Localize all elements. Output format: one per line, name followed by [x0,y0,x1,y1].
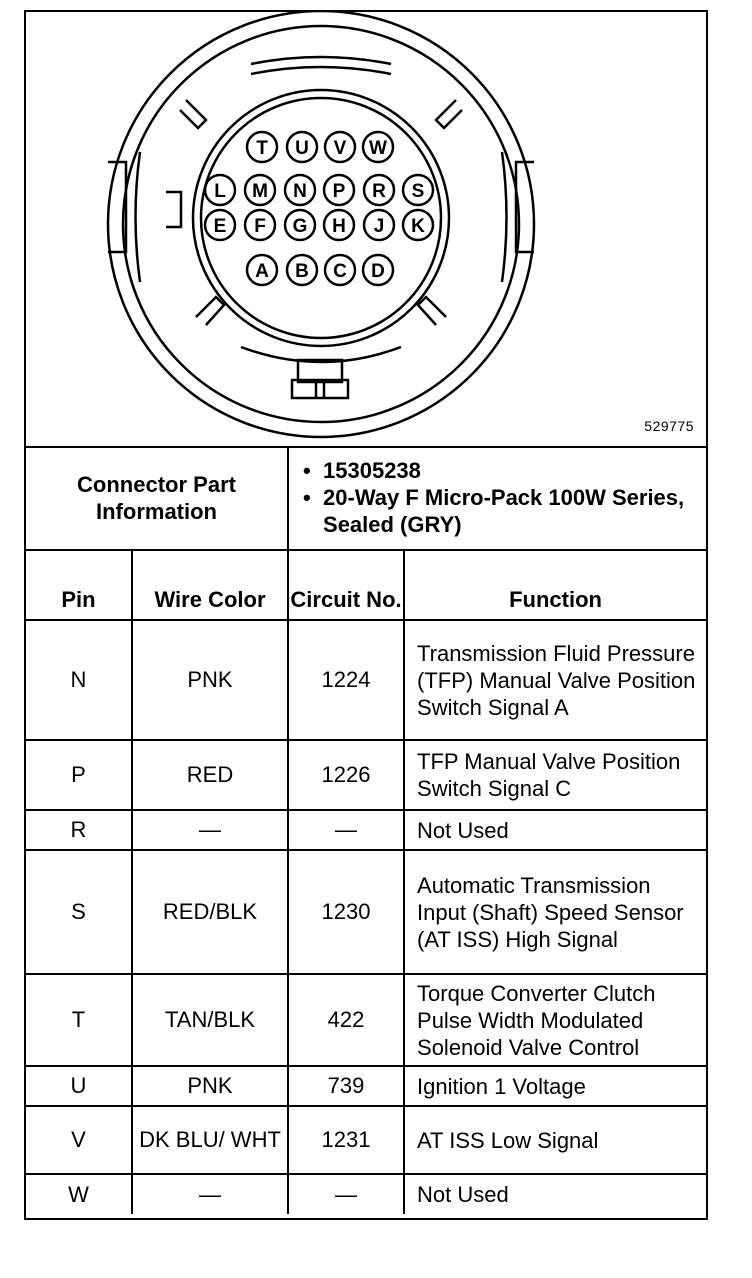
connector-pin-label: L [214,181,226,202]
pin-cell: V [26,1106,132,1174]
header-pin: Pin [26,550,132,620]
table-row [26,850,706,974]
connector-pin [287,255,317,285]
table-row [26,1066,706,1106]
connector-info-label: Connector Part Information [26,446,288,550]
table-row [26,1106,706,1174]
pin-cell: R [26,810,132,850]
connector-pin [363,255,393,285]
connector-pin [363,132,393,162]
pin-cell: P [26,740,132,810]
function-cell: Transmission Fluid Pressure (TFP) Manual Valve Position Switch Signal A [404,620,706,740]
pin-cell: U [26,1066,132,1106]
table-row [26,974,706,1066]
connector-pin [324,175,354,205]
connector-pin [247,255,277,285]
connector-pin-label: K [411,216,425,237]
connector-face-diagram [26,12,706,446]
connector-outer-shell [108,12,534,437]
circuit-cell: — [288,810,404,850]
header-circuit-no: Circuit No. [288,550,404,620]
connector-pin-label: H [332,216,346,237]
connector-pin-label: N [293,181,307,202]
connector-pin-label: U [295,138,309,159]
connector-pin-label: W [369,138,387,159]
table-row [26,1174,706,1214]
notch-bottom-left [196,297,224,325]
notch-top-left [180,100,206,128]
connector-pin-label: D [371,261,385,282]
notch-bottom-right [418,297,446,325]
circuit-cell: — [288,1174,404,1214]
pin-cell: S [26,850,132,974]
connector-pin-label: B [295,261,309,282]
circuit-cell: 1230 [288,850,404,974]
connector-pin-label: A [255,261,269,282]
connector-pin [285,175,315,205]
pin-cell: W [26,1174,132,1214]
function-cell: Automatic Transmission Input (Shaft) Speed Sensor (AT ISS) High Signal [404,850,706,974]
connector-sheet [24,10,708,1220]
connector-pin-label: S [411,181,425,202]
connector-pin [245,175,275,205]
header-function: Function [404,550,706,620]
pin-cell: N [26,620,132,740]
connector-pin [247,132,277,162]
wire-color-cell: PNK [132,620,288,740]
wire-color-cell: RED/BLK [132,850,288,974]
function-cell: Not Used [404,1174,706,1214]
wire-color-cell: RED [132,740,288,810]
connector-part-number: • 15305238 [323,457,696,484]
connector-pin [285,210,315,240]
connector-pin-label: G [292,216,308,237]
connector-pin [324,210,354,240]
function-cell: AT ISS Low Signal [404,1106,706,1174]
connector-pin [245,210,275,240]
connector-pin-label: T [256,138,268,159]
connector-pin [364,210,394,240]
connector-pin-label: F [254,216,266,237]
connector-pin-label: M [252,181,268,202]
connector-pin [205,210,235,240]
connector-pin-label: V [333,138,347,159]
function-cell: TFP Manual Valve Position Switch Signal C [404,740,706,810]
function-cell: Torque Converter Clutch Pulse Width Modulated Solenoid Valve Control [404,974,706,1066]
connector-pin [325,255,355,285]
wire-color-cell: — [132,810,288,850]
connector-pin [364,175,394,205]
connector-pin [287,132,317,162]
circuit-cell: 422 [288,974,404,1066]
connector-pin [403,210,433,240]
figure-number: 529775 [644,418,694,434]
connector-pin [325,132,355,162]
wire-color-cell: DK BLU/ WHT [132,1106,288,1174]
function-cell: Not Used [404,810,706,850]
circuit-cell: 1226 [288,740,404,810]
circuit-cell: 1231 [288,1106,404,1174]
connector-info-value [288,446,706,550]
top-key-slot [251,57,391,64]
wire-color-cell: — [132,1174,288,1214]
connector-pinout-table [26,446,706,1214]
wire-color-cell: TAN/BLK [132,974,288,1066]
table-row [26,620,706,740]
connector-pin-label: J [373,216,385,237]
connector-diagram-panel [26,12,706,448]
table-header-row [26,550,706,620]
notch-top-right [436,100,462,128]
connector-pin [403,175,433,205]
header-wire-color: Wire Color [132,550,288,620]
circuit-cell: 1224 [288,620,404,740]
function-cell: Ignition 1 Voltage [404,1066,706,1106]
connector-description: • 20-Way F Micro-Pack 100W Series, Sealed (GRY) [323,484,696,538]
pin-cell: T [26,974,132,1066]
connector-pin-label: R [372,181,386,202]
connector-info-row [26,446,706,550]
connector-pin-label: P [332,181,346,202]
table-row [26,740,706,810]
connector-pin-label: E [213,216,227,237]
connector-pin-label: C [333,261,347,282]
connector-pin [205,175,235,205]
table-row [26,810,706,850]
circuit-cell: 739 [288,1066,404,1106]
wire-color-cell: PNK [132,1066,288,1106]
bottom-latch [298,360,342,382]
